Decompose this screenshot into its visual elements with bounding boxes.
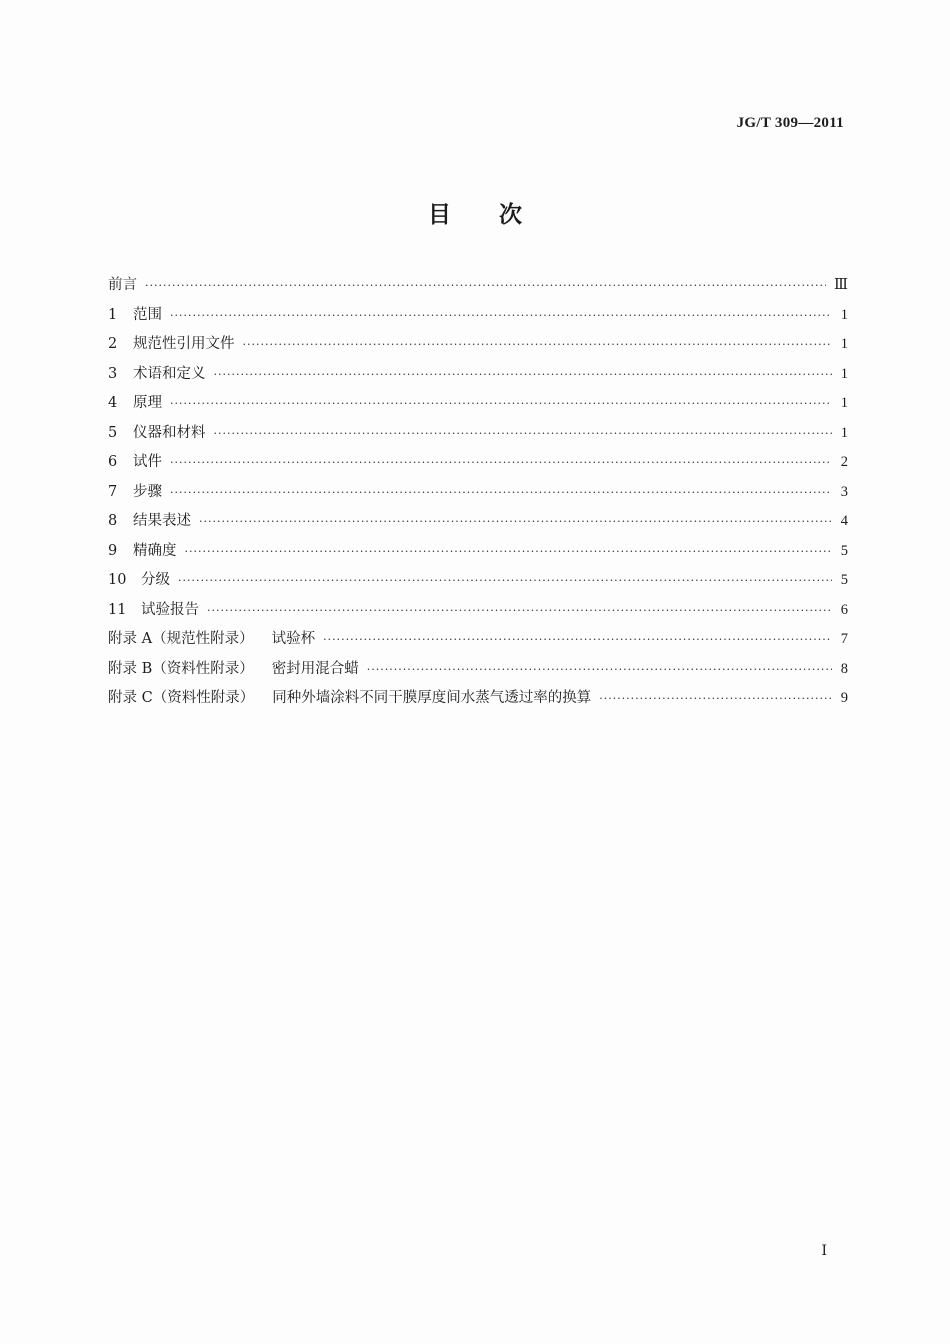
toc-leader [199,515,832,528]
title-char-1: 目 [428,202,451,228]
toc-page: 5 [840,542,848,559]
toc-page: 1 [840,395,848,411]
toc-label: 试验杯 [271,631,316,647]
toc-leader [214,427,833,440]
toc-leader [207,604,832,617]
toc-leader [367,663,832,676]
toc-number: 9 [108,542,118,559]
toc-leader [599,692,832,705]
title-char-2: 次 [499,202,522,228]
toc-label: 试件 [133,454,162,470]
toc-entry-11[interactable] [108,598,848,628]
toc-number: 10 [108,572,127,588]
toc-leader [185,545,833,558]
toc-entry-10[interactable] [108,568,848,598]
toc-page: 6 [840,601,848,618]
toc-page: 1 [840,365,848,382]
toc-entry-annex-c[interactable] [108,686,848,716]
toc-entry-2[interactable] [108,332,848,362]
toc-leader [170,309,832,322]
toc-leader [145,279,826,292]
toc-leader [170,397,832,410]
toc-number: 6 [108,454,118,470]
toc-page: 1 [840,424,848,441]
toc-number: 5 [108,424,118,441]
toc-page: 1 [840,336,848,352]
toc-number: 8 [108,513,118,529]
toc-entry-6[interactable] [108,450,848,480]
toc-label: 规范性引用文件 [133,336,235,352]
toc-page: 7 [840,631,848,647]
toc-label: 术语和定义 [133,365,206,382]
toc-label: 前言 [108,277,137,293]
toc-label: 步骤 [133,483,162,500]
toc-page: 5 [840,572,848,588]
toc-leader [323,633,832,646]
toc-page: 1 [840,306,848,323]
toc-number: 7 [108,483,118,500]
toc-label: 分级 [141,572,170,588]
toc-annex-prefix: 附录 B（资料性附录） [108,660,254,677]
page-title [0,196,950,229]
toc-entry-7[interactable] [108,480,848,510]
toc-leader [243,338,833,351]
toc-number: 11 [108,601,127,618]
toc-entry-annex-b[interactable] [108,657,848,687]
toc-leader [170,486,832,499]
toc-page: Ⅲ [834,277,848,293]
toc-label: 原理 [133,395,162,411]
toc-number: 2 [108,336,118,352]
toc-page: 9 [840,690,848,706]
toc-entry-5[interactable] [108,421,848,451]
toc-label: 试验报告 [141,601,199,618]
toc-label: 同种外墙涂料不同干膜厚度间水蒸气透过率的换算 [272,690,592,706]
toc-number: 1 [108,306,118,323]
toc-page: 2 [840,454,848,470]
toc-label: 结果表述 [133,513,191,529]
toc-entry-foreword[interactable] [108,273,848,303]
toc-label: 范围 [133,306,162,323]
toc-leader [214,368,833,381]
toc-entry-4[interactable] [108,391,848,421]
toc-number: 4 [108,395,118,411]
toc-entry-9[interactable] [108,539,848,569]
toc-page: 8 [840,660,848,677]
toc-leader [170,456,832,469]
toc-number: 3 [108,365,118,382]
toc-annex-prefix: 附录 A（规范性附录） [108,631,254,647]
toc-leader [178,574,832,587]
toc-entry-8[interactable] [108,509,848,539]
toc-label: 密封用混合蜡 [271,660,359,677]
toc-label: 精确度 [133,542,177,559]
toc-page: 3 [840,483,848,500]
table-of-contents [108,273,848,716]
page-number: Ⅰ [821,1244,827,1259]
toc-label: 仪器和材料 [133,424,206,441]
toc-entry-annex-a[interactable] [108,627,848,657]
standard-code: JG/T 309—2011 [736,115,844,131]
toc-page: 4 [840,513,848,529]
toc-entry-1[interactable] [108,303,848,333]
toc-entry-3[interactable] [108,362,848,392]
toc-annex-prefix: 附录 C（资料性附录） [108,690,255,706]
